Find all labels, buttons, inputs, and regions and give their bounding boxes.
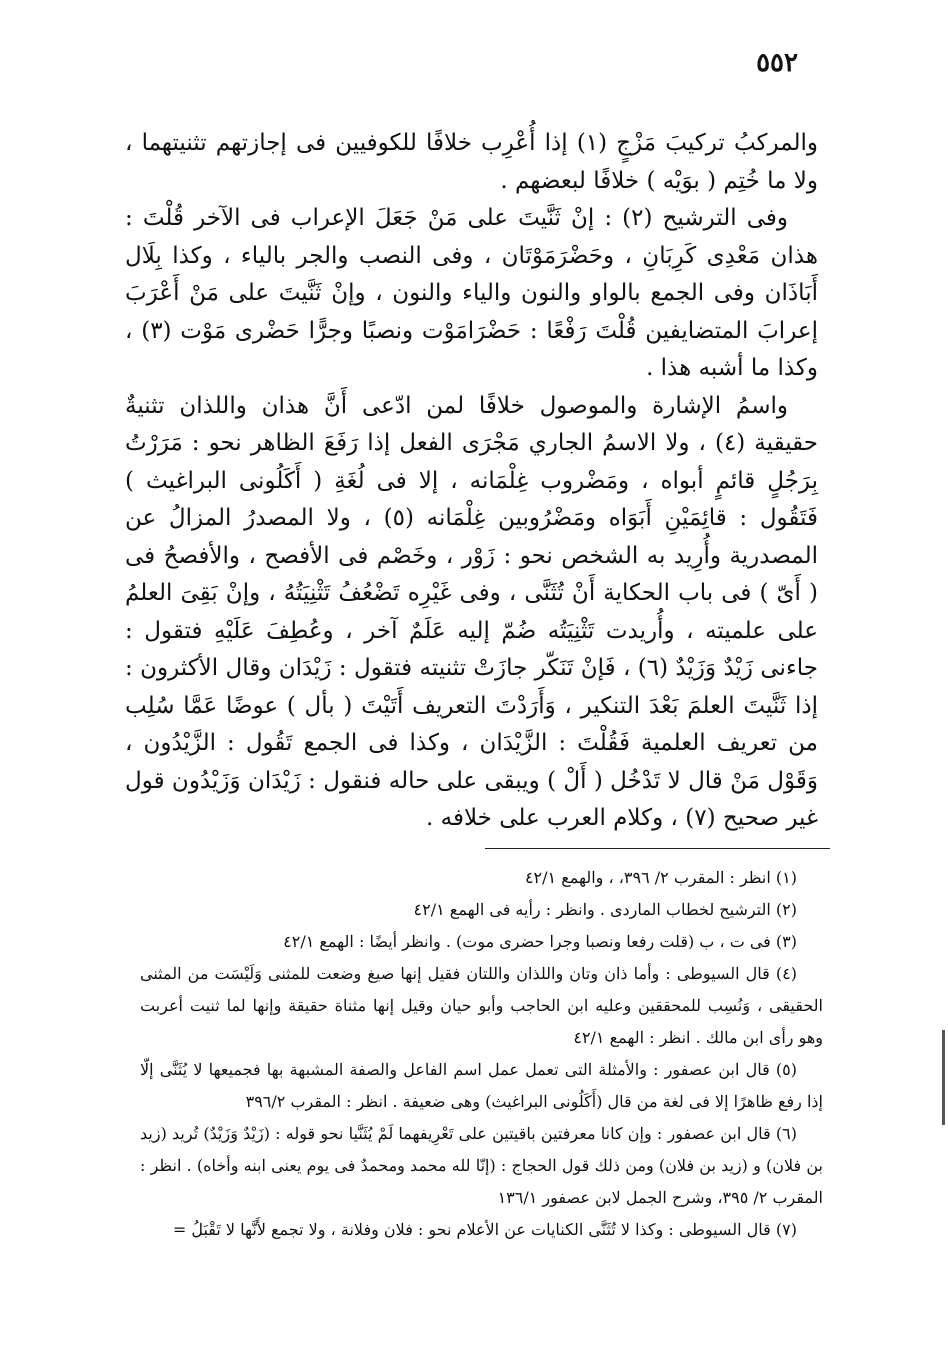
footnote: (٣) فى ت ، ب (قلت رفعا ونصبا وجرا حضرى موت) . وانظر أيضًا : الهمع ٤٢/١ [283,932,797,951]
footnote: (٥) قال ابن عصفور : والأمثلة التى تعمل عمل اسم الفاعل والصفة المشبهة بها فجميعها لا يُثَنَّى إلّا إذا رفع ظاهرًا إلا فى لغة من قال (أَكَلُونى البراغيث) وهى ضعيفة . انظر : المقرب ٣٩٦/٢ [140,1060,823,1111]
main-text [125,125,818,838]
footnote-divider [485,848,830,849]
paragraph: وفى الترشيح (٢) : إنْ ثَنَّيتَ على مَنْ جَعَلَ الإعراب فى الآخر قُلْتَ : هذان مَعْدِى كَرِبَانِ ، وحَضْرَمَوْتَان ، وفى النصب والجر بالياء ، وكذا بِلَال أَبَاذَان وفى الجمع بالواو والنون والياء والنون ، وإنْ ثَنَّيتَ على مَنْ أَعْرَبَ إعرابَ المتضايفين قُلْتَ رَفْعًا : حَضْرَامَوْت ونصبًا وجرًّا حَضْرى مَوْت (٣) ، وكذا ما أشبه هذا . [125,205,818,381]
paragraph: والمركبُ تركيبَ مَزْجٍ (١) إذا أُعْرِب خلافًا للكوفيين فى إجازتهم تثنيتهما ، ولا ما خُتِم ( بوَيْه ) خلافًا لبعضهم . [125,130,818,194]
paragraph: واسمُ الإشارة والموصول خلافًا لمن ادّعى أَنَّ هذان واللذان تثنيةٌ حقيقية (٤) ، ولا الاسمُ الجاري مَجْرَى الفعل إذا رَفَعَ الظاهر نحو : مَرَرْتُ بِرَجُلٍ قائمٍ أبواه ، ومَضْروب غِلْمَانه ، إلا فى لُغَةِ ( أَكَلُونى البراغيث ) فَتَقُول : قائِمَيْنِ أَبَوَاه ومَضْرُوبين غِلْمَانه (٥) ، ولا المصدرُ المزالُ عن المصدرية وأُرِيد به الشخص نحو : زَوْر ، وخَصْم فى الأفصح ، والأفصحُ فى ( أَىّ ) فى باب الحكاية أَنْ تُثَنَّى ، وفى غَيْرِه تَضْعُفُ تَثْنِيَتُهُ ، وإنْ بَقِىَ العلمُ على علميته ، وأُريدت تَثْنِيَتُه ضُمّ إليه عَلَمٌ آخر ، وعُطِفَ عَلَيْهِ فتقول : جاءنى زَيْدٌ وَزَيْدٌ (٦) ، فَإنْ تَنَكّر جازَتْ تثنيته فتقول : زَيْدَان وقال الأكثرون : إذا ثَنَّيتَ العلمَ بَعْدَ التنكير ، وَأَرَدْتَ التعريف أَتَيْتَ ( بأل ) عوضًا عَمَّا سُلِب من تعريف العلمية فَقُلْتَ : الزَّيْدَان ، وكذا فى الجمع تَقُول : الزَّيْدُون ، وَقَوْل مَنْ قال لا تَدْخُل ( أَلْ ) ويبقى على حاله فنقول : زَيْدَان وَزَيْدُون قول غير صحيح (٧) ، وكلام العرب على خلافه . [125,392,818,831]
footnote: (٦) قال ابن عصفور : وإن كانا معرفتين باقيتين على تَعْرِيفهما لَمْ يُثَنَّيا نحو قوله : (زَيْدٌ وَزَيْدٌ) تُريد (زيد بن فلان) و (زيد بن فلان) ومن ذلك قول الحجاج : (إنّا لله محمد ومحمدٌ فى يوم يعنى ابنه وأخاه) . انظر : المقرب ٢/ ٣٩٥، وشرح الجمل لابن عصفور ١٣٦/١ [140,1124,823,1207]
footnote: (٢) الترشيح لخطاب الماردى . وانظر : رأيه فى الهمع ٤٢/١ [413,900,797,919]
footnotes [140,862,823,1246]
page-number: ٥٥٢ [756,48,798,78]
footnote: (١) انظر : المقرب ٢/ ٣٩٦، ، والهمع ٤٢/١ [524,868,797,887]
scan-edge-mark [942,1030,945,1125]
footnote: (٤) قال السيوطى : وأما ذان وتان واللذان واللتان فقيل إنها صيغ وضعت للمثنى وَلَيْسَت من المثنى الحقيقى ، وَنُسِب للمحققين وعليه ابن الحاجب وأبو حيان وقيل إنها مثناة حقيقة وإنها لما ثنيت أعربت وهو رأى ابن مالك . انظر : الهمع ٤٢/١ [140,964,823,1047]
footnote: (٧) قال السيوطى : وكذا لا تُثَنَّى الكنايات عن الأعلام نحو : فلان وفلانة ، ولا تجمع لأَنَّها لا تَقْبَلُ = [172,1220,797,1239]
